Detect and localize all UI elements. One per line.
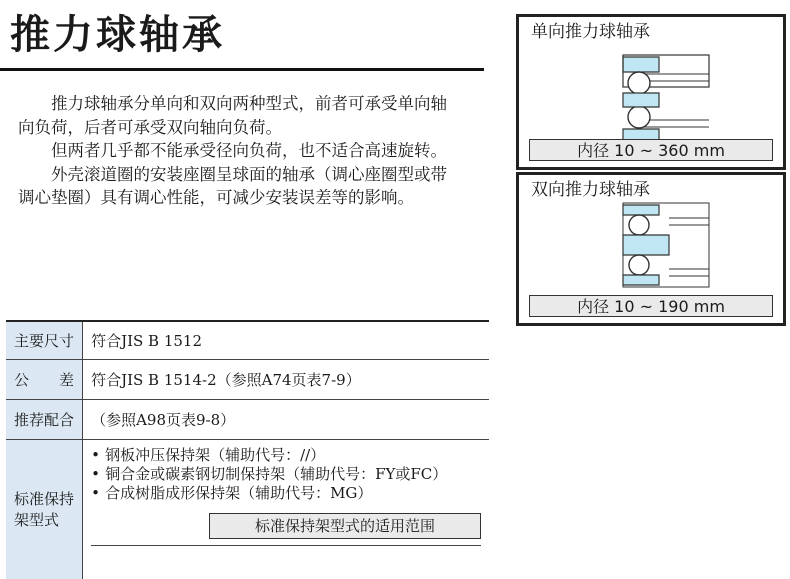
ball-shape (628, 72, 650, 94)
table-row (6, 359, 489, 399)
single-direction-range: 内径 10 ~ 360 mm (529, 139, 773, 161)
row-value-tolerance: 符合JIS B 1514-2（参照A74页表7-9） (83, 359, 490, 399)
list-item: • 铜合金或碳素钢切制保持架（辅助代号：FY或FC） (91, 465, 481, 484)
title-rule (0, 68, 484, 71)
row-value-retainer (83, 439, 490, 579)
table-row (6, 399, 489, 439)
double-direction-range: 内径 10 ~ 190 mm (529, 295, 773, 317)
double-direction-title: 双向推力球轴承 (531, 180, 650, 200)
list-item: • 钢板冲压保持架（辅助代号：//） (91, 446, 481, 465)
table-row (6, 439, 489, 579)
description-paragraph-2: 但两者几乎都不能承受径向负荷，也不适合高速旋转。 (51, 141, 447, 160)
row-label-tolerance: 公 差 (6, 359, 83, 399)
row-label-fit: 推 荐 配 合 (6, 399, 83, 439)
double-direction-panel (516, 172, 786, 326)
single-direction-title: 单向推力球轴承 (531, 22, 650, 42)
table-row (6, 321, 489, 359)
row-value-fit: （参照A98页表9-8） (83, 399, 490, 439)
single-direction-panel (516, 14, 786, 170)
description-paragraph-3: 外壳滚道圈的安装座圈呈球面的轴承（调心座圈型或带调心垫圈）具有调心性能，可减少安装误差等的影响。 (18, 164, 447, 207)
list-item: • 合成树脂成形保持架（辅助代号：MG） (91, 484, 481, 503)
retainer-range-heading: 标准保持架型式的适用范围 (209, 513, 481, 539)
row-label-retainer: 标准保持架型式 (6, 439, 83, 579)
ball-shape (628, 106, 650, 128)
description (18, 92, 462, 210)
ball-shape (629, 255, 649, 275)
description-paragraph-1: 推力球轴承分单向和双向两种型式，前者可承受单向轴向负荷，后者可承受双向轴向负荷。 (18, 94, 447, 137)
row-label-dimensions: 主 要 尺 寸 (6, 321, 83, 359)
center-washer-shape (623, 235, 669, 255)
subtable-top-rule (91, 545, 481, 556)
page-title: 推力球轴承 (10, 12, 225, 58)
ball-shape (629, 215, 649, 235)
specs-table (6, 320, 489, 579)
row-value-dimensions: 符合JIS B 1512 (83, 321, 490, 359)
retainer-list (91, 446, 481, 503)
upper-washer-shape (623, 57, 659, 72)
